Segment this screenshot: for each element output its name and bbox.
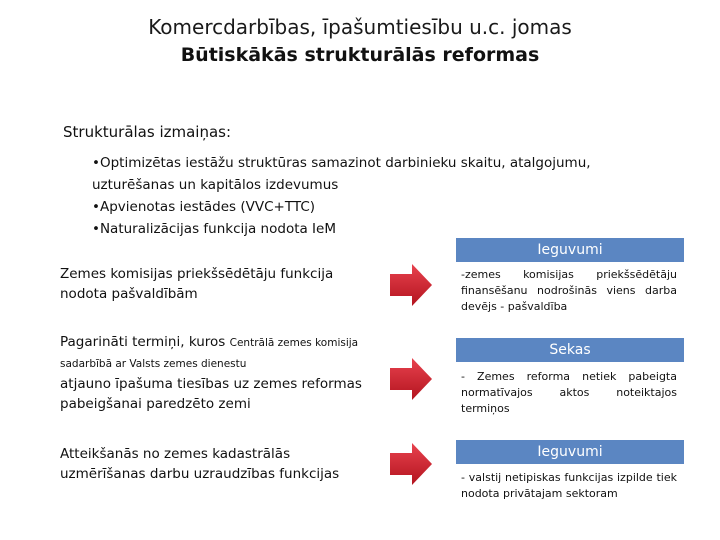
row-1-left-text: Zemes komisijas priekšsēdētāju funkcija nodota pašvaldībām: [60, 266, 334, 302]
row-2-left-text-tail: atjauno īpašuma tiesības uz zemes reformas pabeigšanai paredzēto zemi: [60, 376, 362, 412]
row-2-header: Sekas: [456, 338, 684, 362]
bullet-item: uzturēšanas un kapitālos izdevumus: [92, 177, 339, 193]
bullet-item: •Naturalizācijas funkcija nodota IeM: [92, 221, 336, 237]
bullet-list: [92, 152, 652, 240]
row-2-right-text: - Zemes reforma netiek pabeigta normatīvajos aktos noteiktajos termiņos: [461, 370, 677, 415]
row-2-left-text-small: Centrālā zemes komisija sadarbībā ar Valsts zemes dienestu: [60, 337, 359, 370]
row-1-header: Ieguvumi: [456, 238, 684, 262]
row-1-right-text: -zemes komisijas priekšsēdētāju finansēšanu nodrošinās viens darba devējs - pašvaldība: [461, 268, 677, 313]
arrow-right-icon: [388, 441, 434, 487]
row-3-header: Ieguvumi: [456, 440, 684, 464]
section-heading: Strukturālas izmaiņas:: [63, 123, 232, 141]
page-title: Komercdarbības, īpašumtiesību u.c. jomas: [148, 15, 572, 39]
arrow-right-icon: [388, 262, 434, 308]
page-subtitle: Būtiskākās strukturālās reformas: [180, 44, 540, 66]
arrow-right-icon: [388, 356, 434, 402]
row-2-left-text: [60, 332, 370, 414]
row-3-right-text: - valstij netipiskas funkcijas izpilde tiek nodota privātajam sektoram: [461, 471, 677, 500]
bullet-item: •Apvienotas iestādes (VVC+TTC): [92, 199, 316, 215]
row-2-left-text-main: Pagarināti termiņi, kuros: [60, 334, 230, 350]
row-3-left-text: Atteikšanās no zemes kadastrālās uzmērīšanas darbu uzraudzības funkcijas: [60, 446, 340, 482]
bullet-item: •Optimizētas iestāžu struktūras samazinot darbinieku skaitu, atalgojumu,: [92, 155, 591, 171]
